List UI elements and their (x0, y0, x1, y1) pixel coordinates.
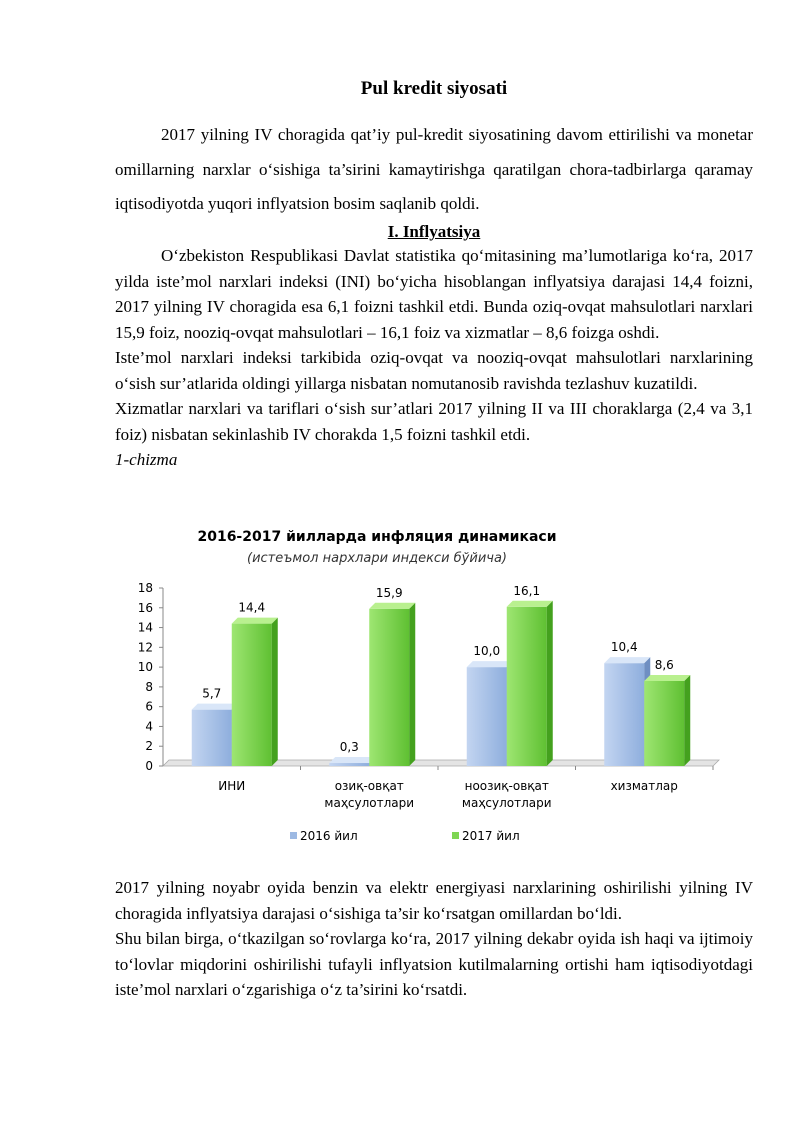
x-category-label: хизматлар (610, 779, 678, 793)
bar-top (232, 618, 278, 624)
y-tick-label: 4 (145, 719, 153, 734)
chart-svg (115, 518, 753, 858)
x-category-label: маҳсулотлари (461, 796, 552, 810)
bar-2017 (507, 607, 547, 766)
y-tick-label: 14 (137, 620, 153, 635)
bar-top (369, 603, 415, 609)
intro-paragraph: 2017 yilning IV choragida qat’iy pul-kredit siyosatining davom ettirilishi va monetar omillarning narxlar o‘sishiga ta’sirini kamaytirishga qaratilgan chora-tadbirlarga qaramay iqtisodiyotda yuqori inflyatsion bosim saqlanib qoldi. (115, 125, 753, 213)
bar-side (409, 603, 415, 766)
section-heading: I. Inflyatsiya (387, 222, 481, 241)
legend-swatch (452, 832, 459, 839)
data-label: 16,1 (513, 583, 541, 598)
chart-title: 2016-2017 йилларда инфляция динамикаси (197, 529, 557, 545)
chart-subtitle: (истеъмол нархлари индекси бўйича) (247, 551, 507, 566)
bar-top (507, 601, 553, 607)
bar-top (192, 704, 238, 710)
y-tick-label: 12 (137, 640, 153, 655)
x-category-label: ИНИ (218, 779, 246, 793)
document-title: Pul kredit siyosati (360, 78, 508, 99)
legend-label: 2016 йил (300, 829, 358, 843)
bar-side (684, 675, 690, 766)
bar-top (329, 757, 375, 763)
bar-side (272, 618, 278, 766)
section-body (115, 243, 753, 473)
y-tick-label: 0 (145, 759, 153, 773)
paragraph: 2017 yilning noyabr oyida benzin va elektr energiyasi narxlarining oshirilishi yilning IV choragida inflyatsiya darajasi o‘sishiga ta’sir ko‘rsatgan omillardan bo‘ldi. (115, 878, 753, 923)
paragraph: Iste’mol narxlari indeksi tarkibida oziq-ovqat va nooziq-ovqat mahsulotlari narxlarining o‘sish sur’atlarida oldingi yillarga nisbatan nomutanosib ravishda tezlashuv kuzatildi. (115, 348, 753, 393)
x-category-label: озиқ-овқат (334, 779, 404, 793)
data-label: 10,4 (610, 640, 638, 655)
figure-caption: 1-chizma (115, 450, 178, 469)
y-tick-label: 16 (137, 600, 153, 615)
data-label: 8,6 (654, 657, 674, 672)
y-tick-label: 18 (137, 581, 153, 595)
closing-body (115, 875, 753, 1003)
bar-top (467, 661, 513, 667)
bar-2016 (467, 667, 507, 766)
bar-2016 (604, 663, 644, 766)
data-label: 5,7 (202, 686, 222, 701)
inflation-chart (115, 518, 753, 858)
bar-2016 (192, 710, 232, 766)
bar-side (547, 601, 553, 766)
paragraph: Shu bilan birga, o‘tkazilgan so‘rovlarga ko‘ra, 2017 yilning dekabr oyida ish haqi va ijtimoiy to‘lovlar miqdorini oshirilishi tufayli inflyatsion kutilmalarning ortishi ham iqtisodiyotdagi iste’mol narxlari o‘zgarishiga o‘z ta’sirini ko‘rsatdi. (115, 929, 753, 999)
y-tick-label: 8 (145, 679, 153, 694)
bar-top (604, 657, 650, 663)
bar-2016 (329, 763, 369, 766)
data-label: 14,4 (238, 600, 266, 615)
data-label: 15,9 (375, 585, 403, 600)
paragraph: Xizmatlar narxlari va tariflari o‘sish sur’atlari 2017 yilning II va III choraklarga (2,4 va 3,1 foiz) nisbatan sekinlashib IV chorakda 1,5 foizni tashkil etdi. (115, 399, 753, 444)
bar-2017 (369, 609, 409, 766)
bar-top (644, 675, 690, 681)
legend-swatch (290, 832, 297, 839)
x-category-label: маҳсулотлари (324, 796, 415, 810)
bar-2017 (232, 624, 272, 766)
chart-plot-area (138, 581, 719, 843)
x-category-label: ноозиқ-овқат (464, 779, 549, 793)
y-tick-label: 10 (137, 660, 153, 675)
data-label: 0,3 (339, 740, 359, 755)
y-tick-label: 2 (145, 739, 153, 754)
y-tick-label: 6 (145, 699, 153, 714)
data-label: 10,0 (473, 644, 501, 659)
paragraph: O‘zbekiston Respublikasi Davlat statistika qo‘mitasining ma’lumotlariga ko‘ra, 2017 yilda iste’mol narxlari indeksi (INI) bo‘yicha hisoblangan inflyatsiya darajasi 14,4 foizni, 2017 yilning IV choragida esa 6,1 foizni tashkil etdi. Bunda oziq-ovqat mahsulotlari narxlari 15,9 foiz, nooziq-ovqat mahsulotlari – 16,1 foiz va xizmatlar – 8,6 foizga oshdi. (115, 246, 753, 342)
bar-2017 (644, 681, 684, 766)
legend-label: 2017 йил (462, 829, 520, 843)
